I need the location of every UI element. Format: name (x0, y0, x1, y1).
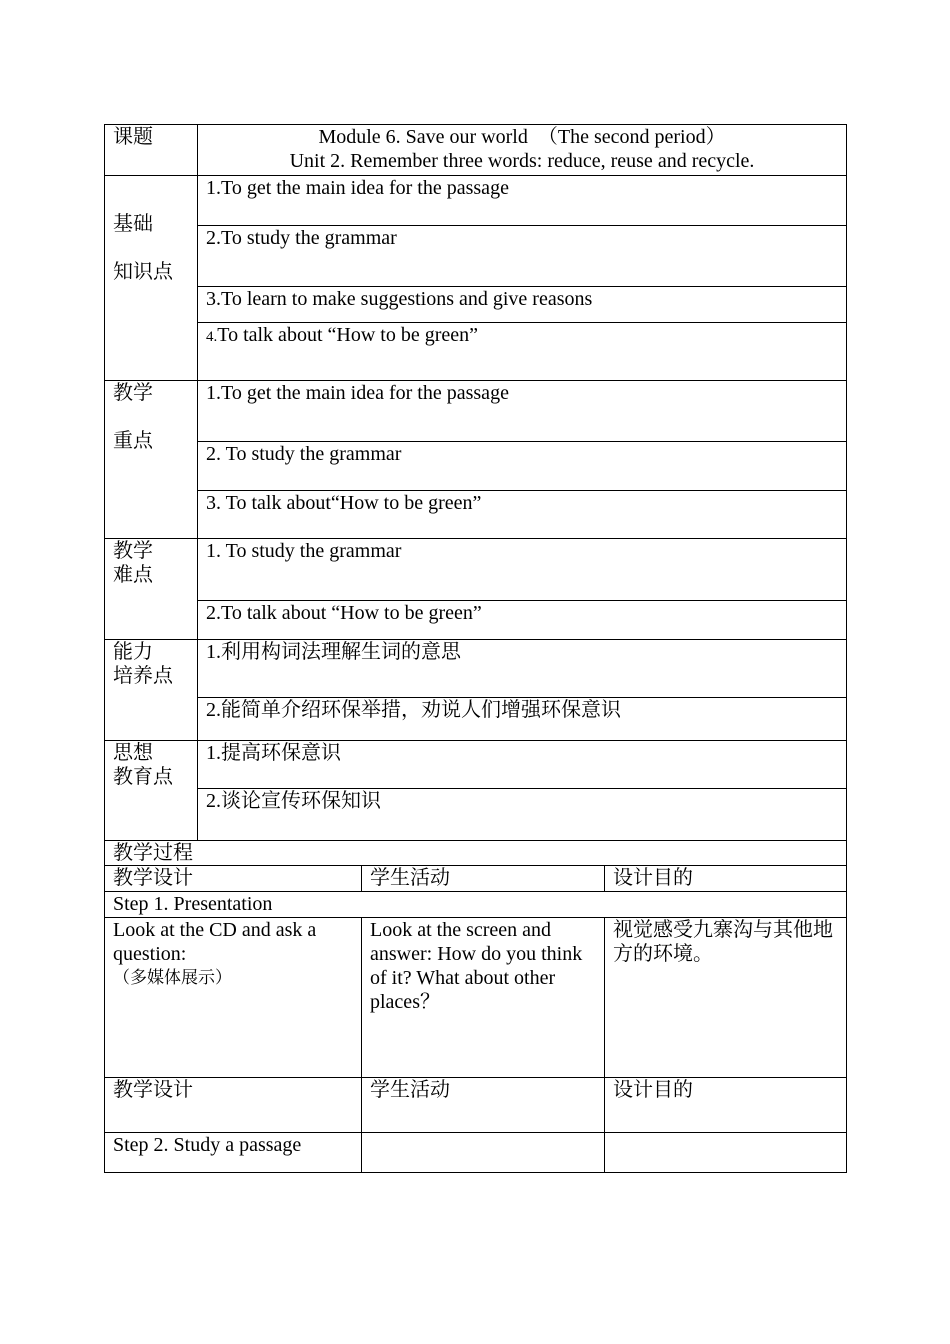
lesson-plan-table (104, 124, 847, 1173)
process-title: 教学过程 (105, 841, 847, 866)
process-header-row-2 (105, 1078, 847, 1133)
step1-title: Step 1. Presentation (105, 892, 847, 918)
ability-label-line1: 能力 (113, 641, 153, 663)
basic-row-4 (105, 323, 847, 381)
unit-title: Unit 2. Remember three words: reduce, reuse and recycle. (289, 150, 755, 172)
basic-label-cell (105, 176, 198, 381)
difficult-item-2: 2.To talk about “How to be green” (198, 601, 847, 640)
basic-item-3: 3.To learn to make suggestions and give reasons (198, 287, 847, 323)
thought-row-2 (105, 789, 847, 841)
thought-label-line1: 思想 (113, 742, 153, 764)
step1-title-row (105, 892, 847, 918)
step2-activity-empty (362, 1133, 605, 1173)
key-item-2: 2. To study the grammar (198, 442, 847, 491)
basic-row-3 (105, 287, 847, 323)
difficult-row-1 (105, 539, 847, 601)
step2-row (105, 1133, 847, 1173)
key-label-cell (105, 381, 198, 539)
col-header-activity: 学生活动 (362, 866, 605, 892)
step1-activity: Look at the screen and answer: How do you think of it? What about other places？ (362, 918, 605, 1078)
ability-item-2: 2.能简单介绍环保举措，劝说人们增强环保意识 (198, 698, 847, 741)
difficult-item-1: 1. To study the grammar (198, 539, 847, 601)
key-item-3: 3. To talk about“How to be green” (198, 491, 847, 539)
step1-design-note: （多媒体展示） (113, 968, 232, 987)
key-label-line2: 重点 (113, 430, 153, 452)
basic-item-4 (198, 323, 847, 381)
ability-row-1 (105, 640, 847, 698)
ability-row-2 (105, 698, 847, 741)
module-title: Module 6. Save our world （The second period） (318, 126, 726, 148)
difficult-label-line1: 教学 (113, 540, 153, 562)
basic-item-4-text: To talk about “How to be green” (217, 324, 478, 346)
thought-label-line2: 教育点 (113, 766, 173, 788)
thought-label-cell (105, 741, 198, 841)
key-row-2 (105, 442, 847, 491)
col-header-purpose-2: 设计目的 (605, 1078, 847, 1133)
ability-item-1: 1.利用构词法理解生词的意思 (198, 640, 847, 698)
difficult-label-line2: 难点 (113, 564, 153, 586)
key-row-3 (105, 491, 847, 539)
col-header-activity-2: 学生活动 (362, 1078, 605, 1133)
thought-row-1 (105, 741, 847, 789)
col-header-design: 教学设计 (105, 866, 362, 892)
process-title-row (105, 841, 847, 866)
col-header-design-2: 教学设计 (105, 1078, 362, 1133)
key-label-line1: 教学 (113, 382, 153, 404)
basic-label-line2: 知识点 (113, 261, 173, 283)
col-header-purpose: 设计目的 (605, 866, 847, 892)
difficult-row-2 (105, 601, 847, 640)
topic-row (105, 125, 847, 176)
step1-design-cell (105, 918, 362, 1078)
key-item-1: 1.To get the main idea for the passage (198, 381, 847, 442)
key-row-1 (105, 381, 847, 442)
thought-item-2: 2.谈论宣传环保知识 (198, 789, 847, 841)
basic-label-line1: 基础 (113, 213, 153, 235)
ability-label-cell (105, 640, 198, 741)
ability-label-line2: 培养点 (113, 665, 173, 687)
step1-design-main: Look at the CD and ask a question: (113, 919, 317, 965)
step2-title: Step 2. Study a passage (105, 1133, 362, 1173)
topic-label: 课题 (105, 125, 198, 176)
step2-purpose-empty (605, 1133, 847, 1173)
basic-row-1 (105, 176, 847, 226)
thought-item-1: 1.提高环保意识 (198, 741, 847, 789)
step1-row (105, 918, 847, 1078)
difficult-label-cell (105, 539, 198, 640)
basic-item-1: 1.To get the main idea for the passage (198, 176, 847, 226)
basic-item-2: 2.To study the grammar (198, 226, 847, 287)
basic-row-2 (105, 226, 847, 287)
topic-title-cell (198, 125, 847, 176)
step1-purpose: 视觉感受九寨沟与其他地方的环境。 (605, 918, 847, 1078)
process-header-row (105, 866, 847, 892)
basic-item-4-number: 4. (206, 329, 218, 345)
